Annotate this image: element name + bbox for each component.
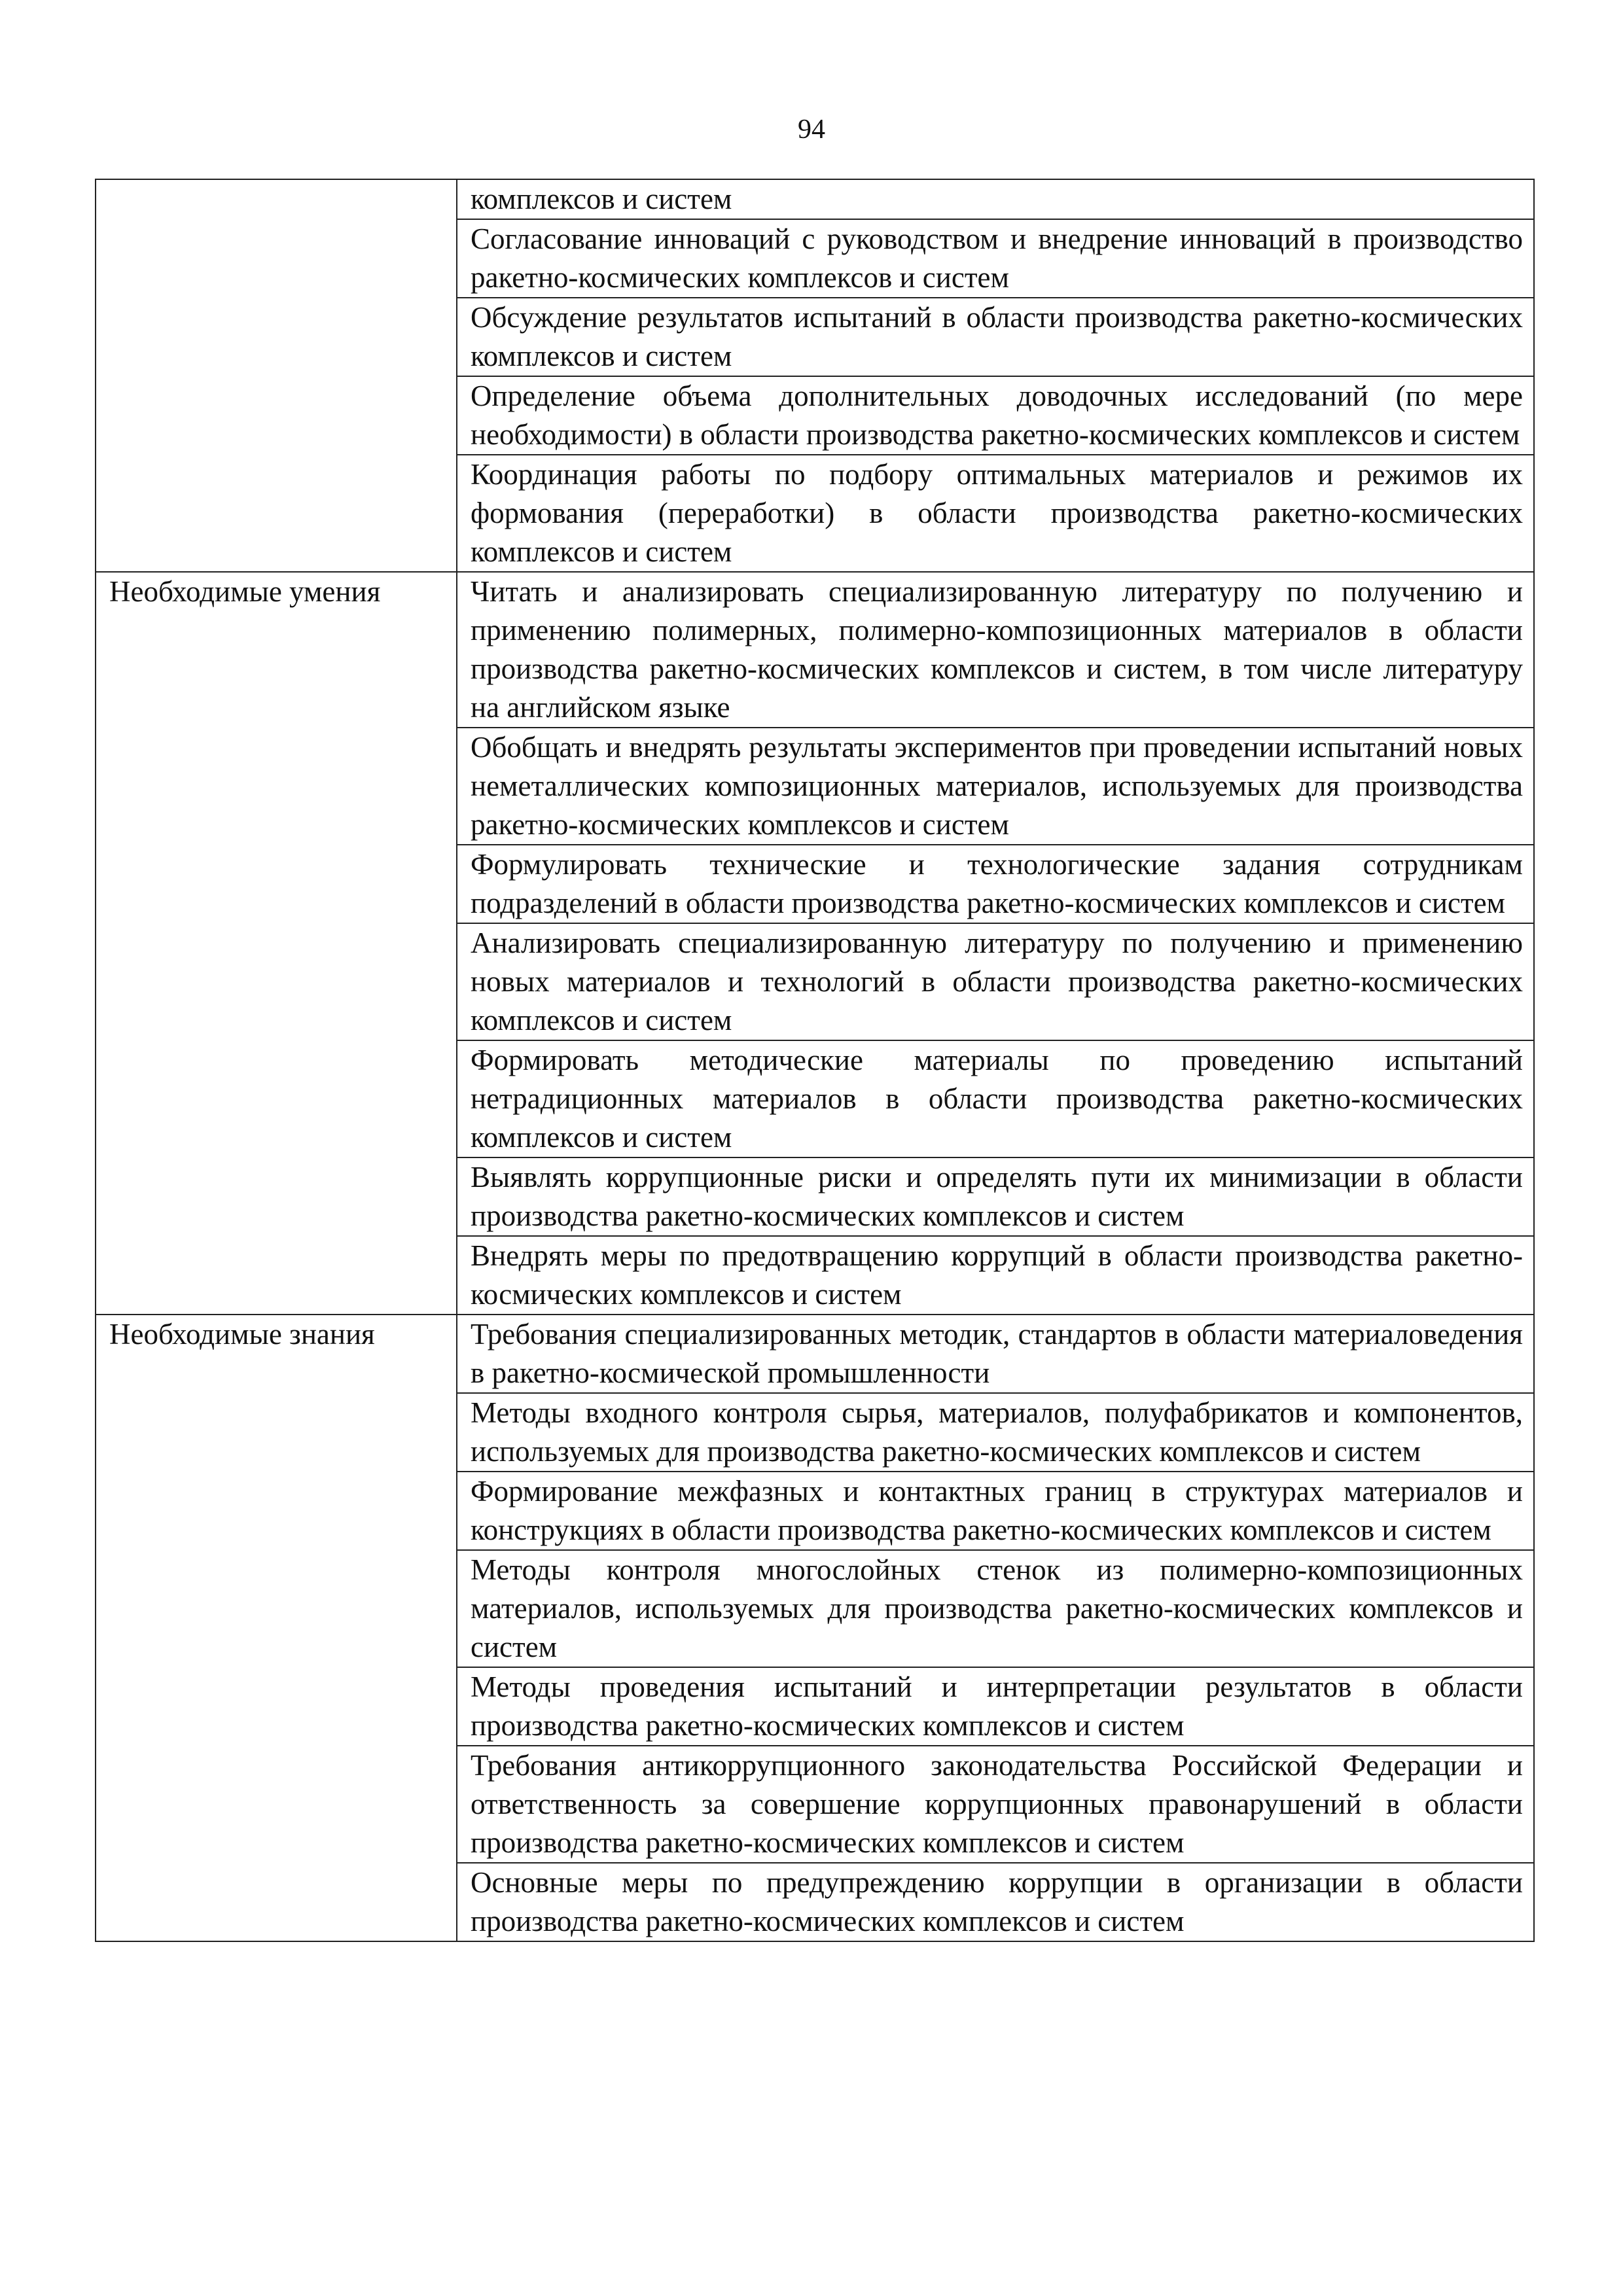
table-cell: Методы контроля многослойных стенок из полимерно-композиционных материалов, используемых для производства ракетно-космических комплексов и систем: [457, 1550, 1534, 1667]
table-cell: Внедрять меры по предотвращению коррупций в области производства ракетно-космических комплексов и систем: [457, 1236, 1534, 1315]
table-cell: Координация работы по подбору оптимальных материалов и режимов их формования (переработки) в области производства ракетно-космических комплексов и систем: [457, 455, 1534, 572]
table-cell: Выявлять коррупционные риски и определять пути их минимизации в области производства ракетно-космических комплексов и систем: [457, 1157, 1534, 1236]
table-cell: Анализировать специализированную литературу по получению и применению новых материалов и технологий в области производства ракетно-космических комплексов и систем: [457, 923, 1534, 1040]
qualification-table: [95, 179, 1535, 1942]
table-cell: Формирование межфазных и контактных границ в структурах материалов и конструкциях в области производства ракетно-космических комплексов и систем: [457, 1472, 1534, 1550]
table-cell: Основные меры по предупреждению коррупции в организации в области производства ракетно-космических комплексов и систем: [457, 1863, 1534, 1941]
table-cell: Требования антикоррупционного законодательства Российской Федерации и ответственность за совершение коррупционных правонарушений в области производства ракетно-космических комплексов и систем: [457, 1746, 1534, 1863]
table-cell: Требования специализированных методик, стандартов в области материаловедения в ракетно-космической промышленности: [457, 1315, 1534, 1393]
table-cell: Методы проведения испытаний и интерпретации результатов в области производства ракетно-космических комплексов и систем: [457, 1667, 1534, 1746]
section-label-continued: [96, 179, 457, 572]
table-row: [96, 179, 1534, 219]
page-number: 94: [798, 115, 825, 145]
table-cell: Формировать методические материалы по проведению испытаний нетрадиционных материалов в области производства ракетно-космических комплексов и систем: [457, 1040, 1534, 1157]
table-cell: Обобщать и внедрять результаты экспериментов при проведении испытаний новых неметаллических композиционных материалов, используемых для производства ракетно-космических комплексов и систем: [457, 728, 1534, 845]
table-row: [96, 1315, 1534, 1393]
section-label-skills: Необходимые умения: [96, 572, 457, 1315]
table-cell: Методы входного контроля сырья, материалов, полуфабрикатов и компонентов, используемых для производства ракетно-космических комплексов и систем: [457, 1393, 1534, 1472]
table-cell: Формулировать технические и технологические задания сотрудникам подразделений в области производства ракетно-космических комплексов и систем: [457, 845, 1534, 923]
table-row: [96, 572, 1534, 728]
table-cell: Согласование инноваций с руководством и внедрение инноваций в производство ракетно-космических комплексов и систем: [457, 219, 1534, 298]
table-cell: Определение объема дополнительных доводочных исследований (по мере необходимости) в области производства ракетно-космических комплексов и систем: [457, 376, 1534, 455]
table-cell: комплексов и систем: [457, 179, 1534, 219]
table-cell: Читать и анализировать специализированную литературу по получению и применению полимерных, полимерно-композиционных материалов в области производства ракетно-космических комплексов и систем, в том числе литературу на английском языке: [457, 572, 1534, 728]
section-label-knowledge: Необходимые знания: [96, 1315, 457, 1941]
table-cell: Обсуждение результатов испытаний в области производства ракетно-космических комплексов и систем: [457, 298, 1534, 376]
